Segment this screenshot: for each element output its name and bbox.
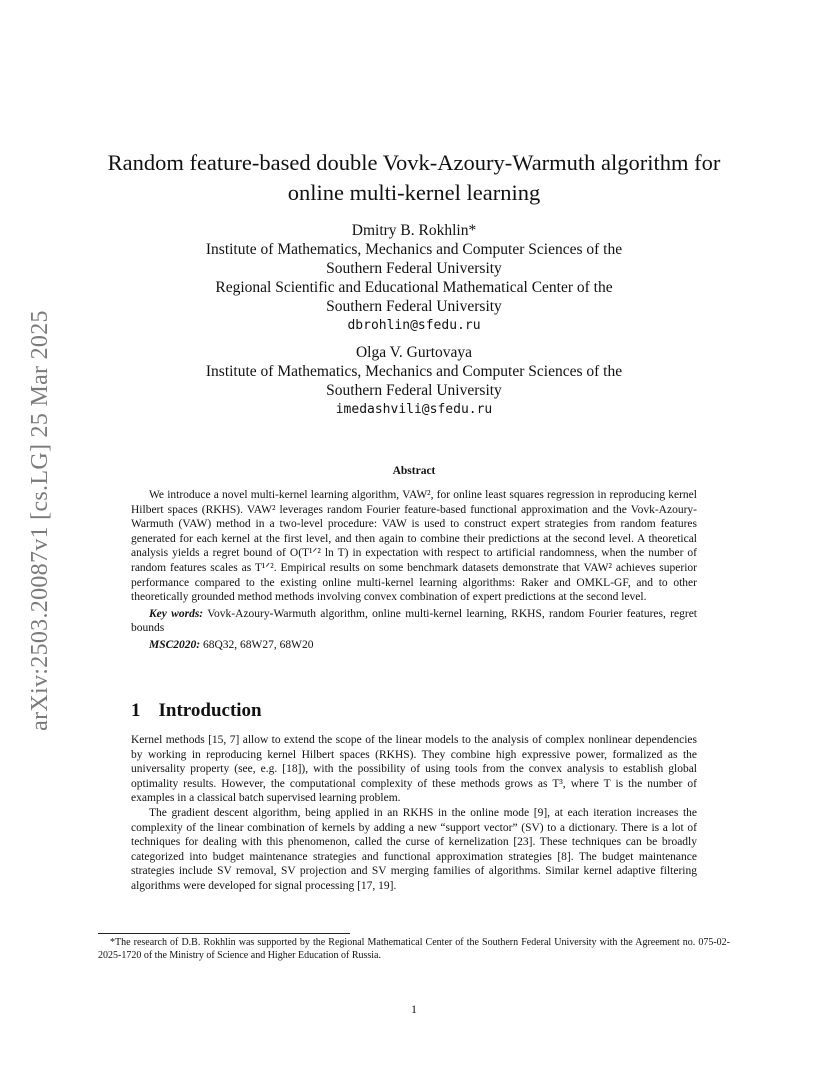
author-1-affiliation-2a: Regional Scientific and Educational Mathematical Center of the (215, 279, 613, 296)
msc-text: 68Q32, 68W27, 68W20 (203, 638, 314, 651)
msc-codes (131, 638, 697, 653)
keywords (131, 607, 697, 636)
arxiv-stamp (10, 285, 70, 755)
author-1-name: Dmitry B. Rokhlin* (351, 222, 477, 239)
introduction-body (131, 733, 697, 894)
author-2-email: imedashvili@sfedu.ru (335, 402, 493, 417)
page-number: 1 (411, 1002, 417, 1016)
title-line-1: Random feature-based double Vovk-Azoury-Warmuth algorithm for (107, 150, 721, 175)
abstract-heading: Abstract (392, 465, 436, 477)
keywords-text: Vovk-Azoury-Warmuth algorithm, online multi-kernel learning, RKHS, random Fourier features, regret bounds (131, 607, 697, 635)
author-1-affiliation-2b: Southern Federal University (326, 298, 502, 315)
author-2-name: Olga V. Gurtovaya (355, 344, 473, 361)
author-1-affiliation-1b: Southern Federal University (326, 260, 502, 277)
abstract (131, 488, 697, 653)
author-2-affiliation-1b: Southern Federal University (326, 382, 502, 399)
paragraph: The gradient descent algorithm, being applied in an RKHS in the online mode [9], at each iteration increases the complexity of the linear combination of kernels by adding a new “support vector” (SV) to a dictionary. There is a lot of techniques for dealing with this phenomenon, called the curse of kernelization [23]. These techniques can be broadly categorized into budget maintenance strategies and functional approximation strategies [8]. The budget maintenance strategies include SV removal, SV projection and SV merging families of algorithms. Similar kernel adaptive filtering algorithms were developed for signal processing [17, 19]. (131, 806, 697, 892)
title-line-2: online multi-kernel learning (287, 180, 541, 205)
author-1-affiliation-1a: Institute of Mathematics, Mechanics and Computer Sciences of the (205, 241, 623, 258)
author-2-affiliation-1a: Institute of Mathematics, Mechanics and Computer Sciences of the (205, 363, 623, 380)
msc-label: MSC2020: (149, 638, 201, 651)
author-2 (140, 343, 688, 419)
footnote-rule (98, 933, 350, 934)
arxiv-stamp-text: arXiv:2503.20087v1 [cs.LG] 25 Mar 2025 (26, 309, 53, 731)
paper-title (90, 148, 738, 208)
section-title: Introduction (158, 700, 262, 721)
keywords-label: Key words: (149, 607, 204, 620)
section-number: 1 (131, 700, 141, 721)
author-block (140, 221, 688, 419)
abstract-text: We introduce a novel multi-kernel learning algorithm, VAW², for online least squares regression in reproducing kernel Hilbert spaces (RKHS). VAW² leverages random Fourier feature-based functional approximation and the Vovk-Azoury-Warmuth (VAW) method in a two-level procedure: VAW is used to construct expert strategies from random features generated for each kernel at the first level, and then again to combine their predictions at the second level. A theoretical analysis yields a regret bound of O(T¹ᐟ² ln T) in expectation with respect to artificial randomness, when the number of random features scales as T¹ᐟ². Empirical results on some benchmark datasets demonstrate that VAW² achieves superior performance compared to the existing online multi-kernel learning algorithms: Raker and OMKL-GF, and to other theoretically grounded method methods involving convex combination of expert predictions at the second level. (131, 489, 697, 604)
author-1 (140, 221, 688, 335)
author-1-email: dbrohlin@sfedu.ru (347, 318, 481, 333)
paragraph: Kernel methods [15, 7] allow to extend the scope of the linear models to the analysis of complex nonlinear dependencies by working in reproducing kernel Hilbert spaces (RKHS). They combine high expressive power, formalized as the universality property (see, e.g. [18]), with the possibility of using tools from the convex analysis to establish global optimality results. However, the computational complexity of these methods grows as T³, where T is the number of examples in a classical batch supervised learning problem. (131, 734, 697, 805)
section-heading-introduction (131, 700, 262, 722)
footnote: *The research of D.B. Rokhlin was supported by the Regional Mathematical Center of the Southern Federal University with the Agreement no. 075-02-2025-1720 of the Ministry of Science and Higher Education of Russia. (98, 937, 730, 961)
